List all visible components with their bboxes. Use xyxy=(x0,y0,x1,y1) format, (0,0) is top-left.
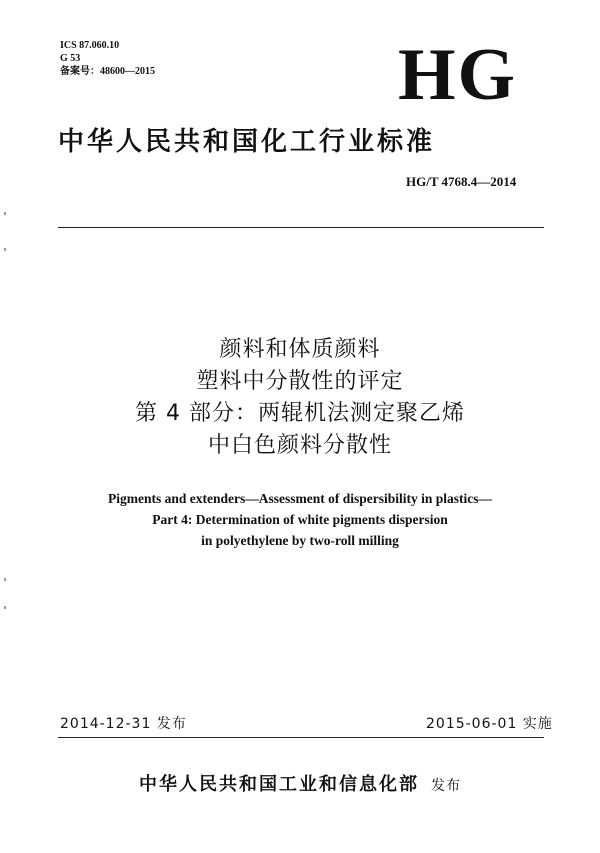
hg-logo: HG xyxy=(398,34,518,116)
scan-mark xyxy=(4,212,6,215)
filing-number: 备案号：48600—2015 xyxy=(60,66,155,77)
ics-code: ICS 87.060.10 xyxy=(60,40,120,51)
scan-mark xyxy=(4,248,6,251)
title-en-line-2: Part 4: Determination of white pigments dispersion xyxy=(152,512,448,527)
scan-mark xyxy=(4,606,6,609)
title-en-line-3: in polyethylene by two-roll milling xyxy=(201,533,399,548)
title-zh-line-4: 中白色颜料分散性 xyxy=(207,433,392,458)
scan-mark xyxy=(4,578,6,581)
title-en-line-1: Pigments and extenders—Assessment of dispersibility in plastics— xyxy=(107,491,492,506)
top-divider xyxy=(58,227,544,228)
title-zh-line-2: 塑料中分散性的评定 xyxy=(196,369,404,394)
bottom-divider xyxy=(58,737,544,738)
implementation-date: 2015-06-01 实施 xyxy=(426,716,553,732)
org-title: 中华人民共和国化工行业标准 xyxy=(58,127,436,157)
publisher-name: 中华人民共和国工业和信息化部 xyxy=(139,774,419,795)
publisher-action: 发布 xyxy=(431,778,461,794)
title-zh-line-3: 第 4 部分：两辊机法测定聚乙烯 xyxy=(135,401,465,426)
issue-date: 2014-12-31 发布 xyxy=(60,716,187,732)
standard-number: HG/T 4768.4—2014 xyxy=(406,174,517,189)
publisher xyxy=(0,772,600,799)
ccs-code: G 53 xyxy=(60,53,81,64)
title-zh-line-1: 颜料和体质颜料 xyxy=(219,337,381,362)
